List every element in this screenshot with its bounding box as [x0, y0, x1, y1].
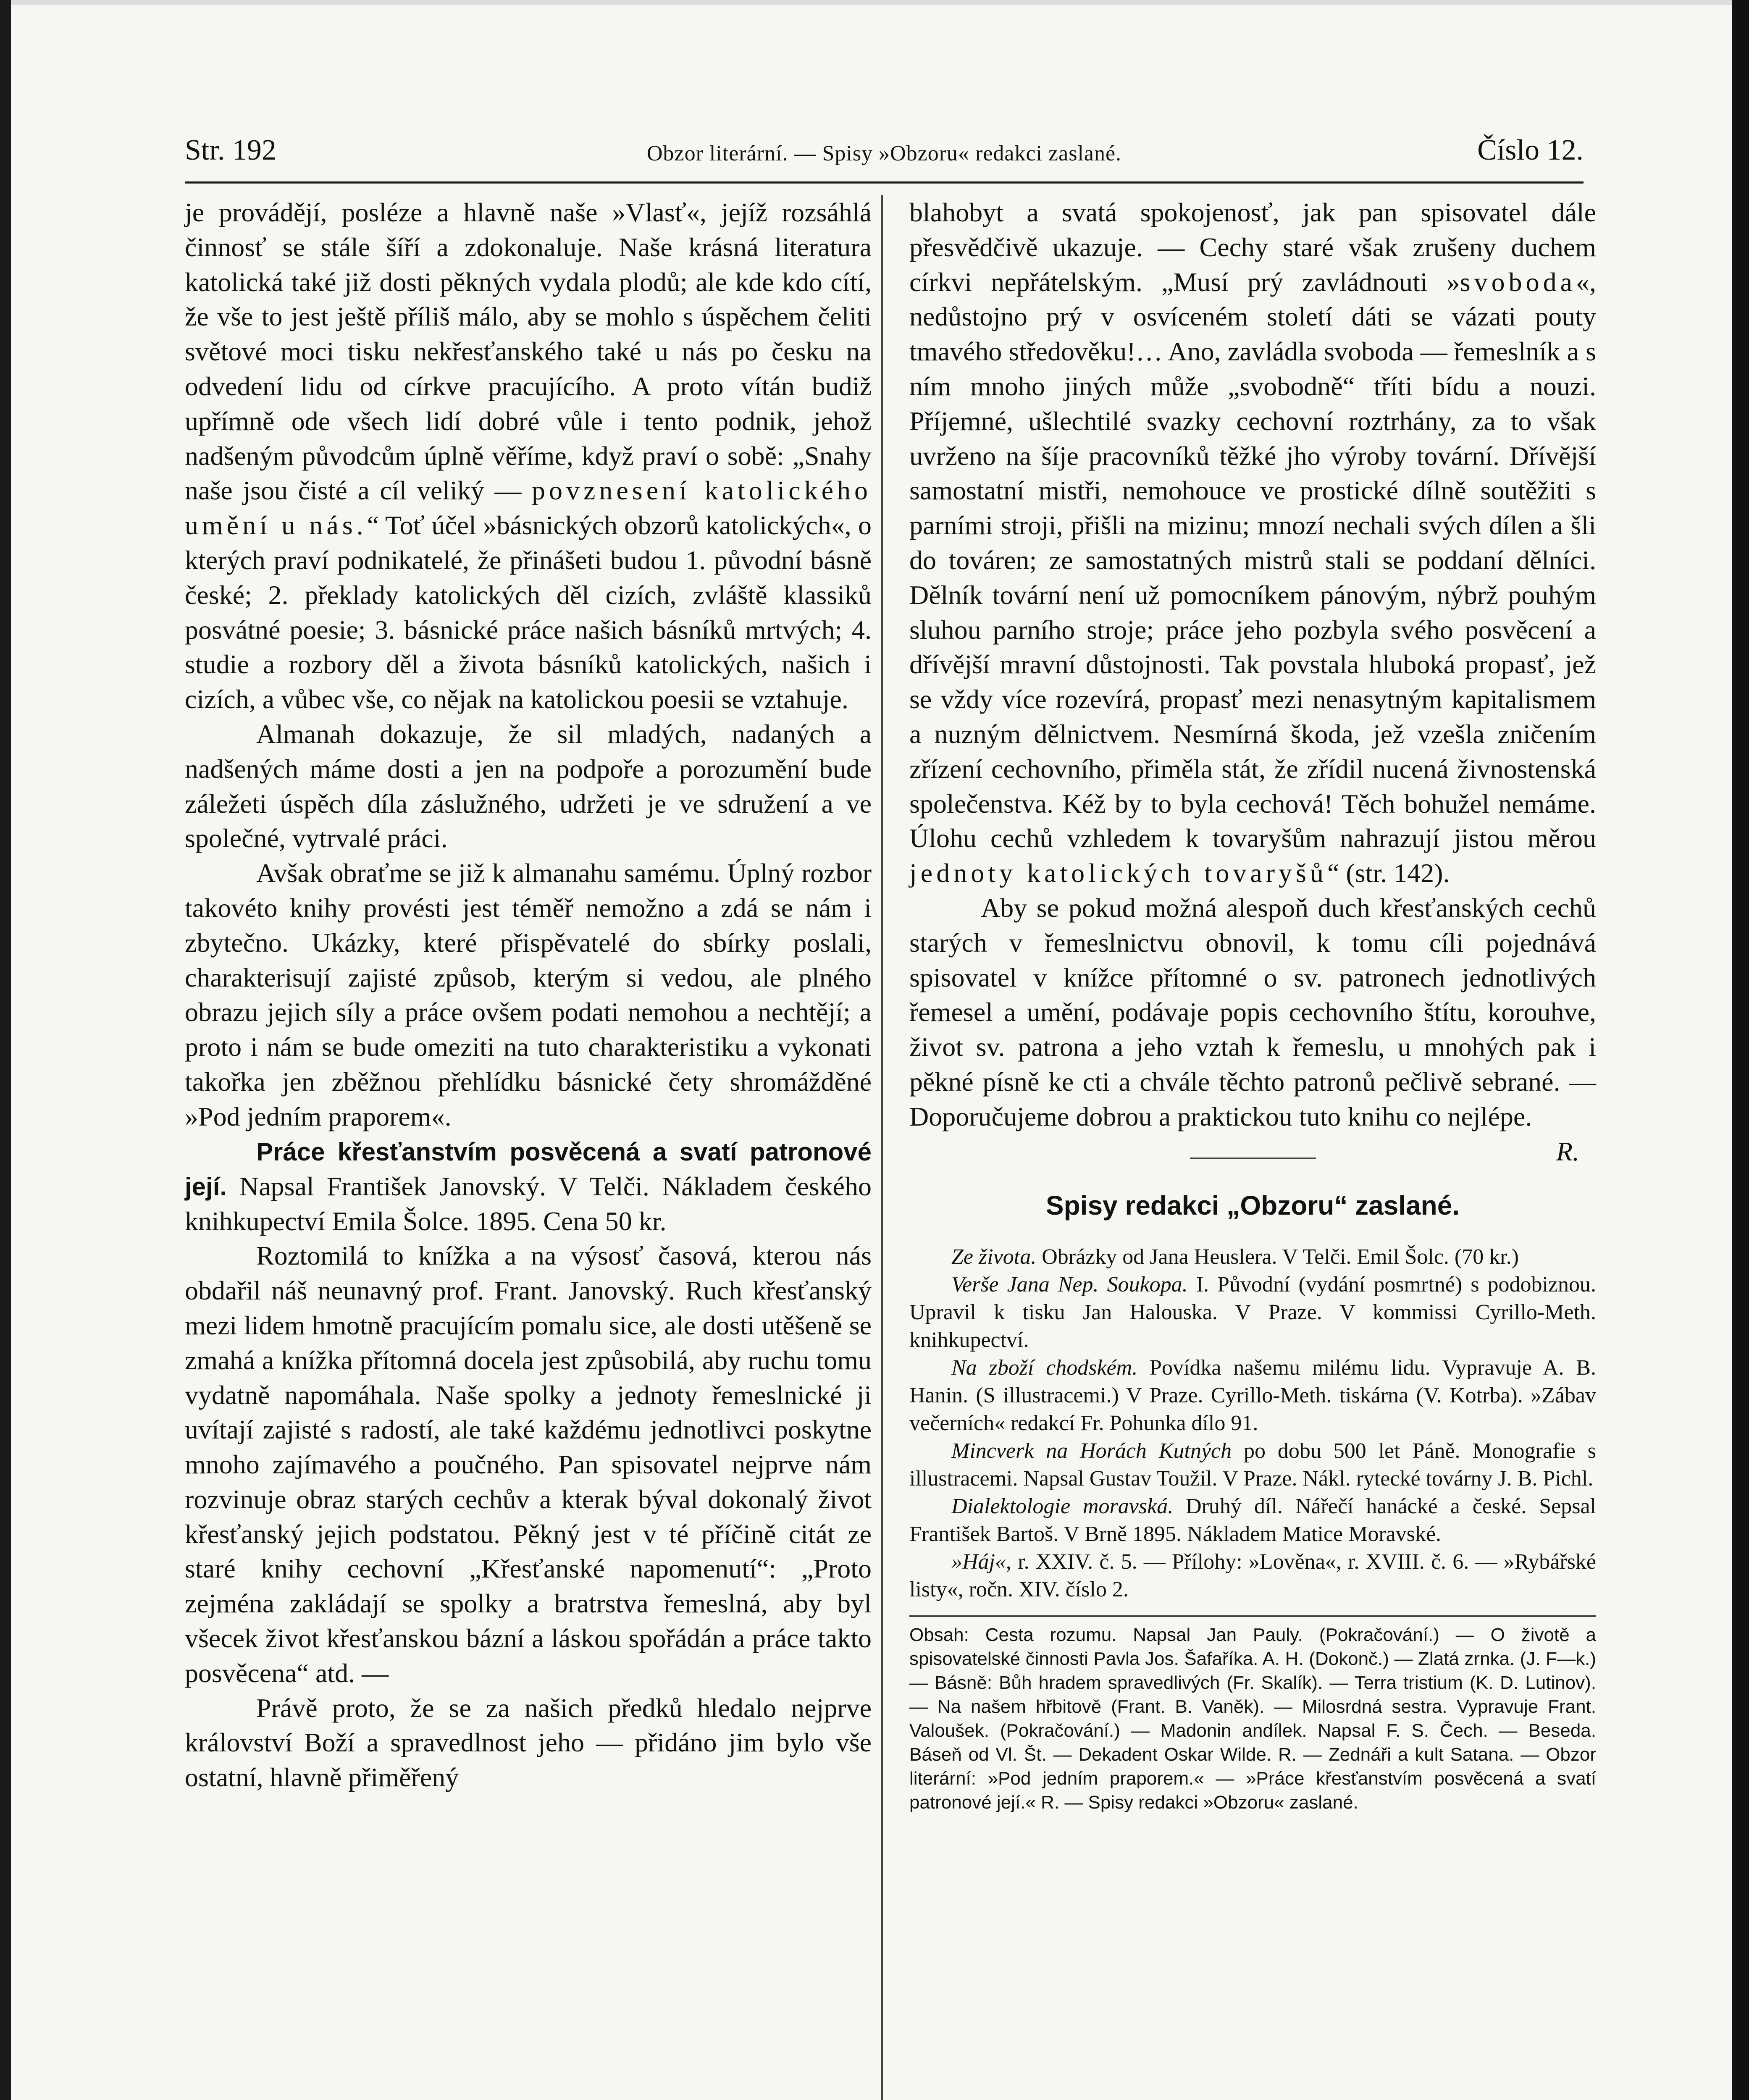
page-header — [185, 134, 1584, 184]
book-title: Verše Jana Nep. Soukopa. — [951, 1272, 1188, 1297]
paragraph-text: “ (str. 142). — [1327, 858, 1450, 888]
book-title: Mincverk na Horách Kutných — [951, 1438, 1232, 1463]
running-title: Obzor literární. — Spisy »Obzoru« redakci zaslané. — [646, 142, 1122, 165]
list-item — [909, 1271, 1596, 1354]
book-details: Obrázky od Jana Heuslera. V Telči. Emil Šolc. (70 kr.) — [1036, 1244, 1519, 1269]
list-item — [909, 1243, 1596, 1271]
book-details: , r. XXIV. č. 5. — Přílohy: »Lověna«, r. XVIII. č. 6. — »Rybářské listy«, ročn. XIV. číslo 2. — [909, 1549, 1596, 1601]
contents-rule — [909, 1615, 1596, 1617]
paragraph-text: «, nedůstojno prý v osvíceném století dáti se vázati pouty tmavého středověku!… Ano, zavládla svoboda — řemeslník a s ním mnoho jiných může „svobodně“ tříti bídu a nouzi. Příjemné, ušlechtilé svazky cechovní roztrhány, za to však uvrženo na šíje pracovníků těžké jho výroby tovární. Dřívější samostatní mistři, nemohouce ve prostické dílně soutěžiti s parními stroji, přišli na mizinu; mnozí nechali svých dílen a šli do továren; ze samostatných mistrů stali se poddaní dělníci. Dělník tovární není už pomocníkem pánovým, nýbrž pouhým sluhou parního stroje; práce jeho pozbyla svého posvěcení a dřívější mravní důstojnosti. Tak povstala hluboká propasť, jež se vždy více rozevírá, propasť mezi nenasytným kapitalismem a nuzným dělnictvem. Nesmírná škoda, jež vzešla zničením zřízení cechovního, přiměla stát, že zřídil nucená živnostenská společenstva. Kéž by to byla cechová! Těch bohužel nemáme. Úlohu cechů vzhledem k tovaryšům nahrazují jistou měrou — [909, 267, 1596, 853]
paragraph: Avšak obraťme se již k almanahu samému. Úplný rozbor takovéto knihy provésti jest téměř nemožno a zdá se nám i zbytečno. Ukázky, které přispěvatelé do sbírky poslali, charakterisují zajisté způsob, kterým si vedou, ale plného obrazu jejich síly a práce ovšem podati nemohou a nechtějí; a proto i nám se bude omeziti na tuto charakteristiku a vykonati takořka jen zběžnou přehlídku básnické čety shromážděné »Pod jedním praporem«. — [185, 858, 872, 1131]
header-rule — [185, 181, 1584, 184]
emphasized-text: svoboda — [1460, 267, 1576, 297]
book-title: Na zboží chodském. — [951, 1355, 1138, 1380]
paragraph-text: blahobyt a svatá spokojenosť, jak pan spisovatel dále přesvědčivě ukazuje. — Cechy staré však zrušeny duchem církvi nepřátelským. „Musí prý zavládnouti » — [909, 197, 1596, 297]
paragraph: Právě proto, že se za našich předků hledalo nejprve království Boží a spravedlnost jeho — přidáno jim bylo vše ostatní, hlavně přiměřený — [185, 1693, 872, 1793]
paragraph: Roztomilá to knížka a na výsosť časová, kterou nás obdařil náš neunavný prof. Frant. Janovský. Ruch křesťanský mezi lidem hmotně pracujícím pomalu sice, ale dosti utěšeně se zmahá a knížka přítomná docela jest způsobilá, aby ruchu tomu vydatně napomáhala. Naše spolky a jednoty řemeslnické ji uvítají zajisté s radostí, ale také každému jednotlivci poskytne mnoho zajímavého a poučného. Pan spisovatel nejprve nám rozvinuje obraz starých cechův a kterak býval dokonalý život křesťanský jejich podstatou. Pěkný jest v té příčině citát ze staré knihy cechovní „Křesťanské napomenutí“: „Proto zejména zakládají se spolky a bratrstva řemeslná, aby byl všecek život křesťanskou bázní a láskou spořádán a práce takto posvěcena“ atd. — — [185, 1241, 872, 1688]
emphasized-text: jednoty katolických tovaryšů — [909, 858, 1327, 888]
issue-contents: Obsah: Cesta rozumu. Napsal Jan Pauly. (Pokračování.) — O životě a spisovatelské činnosti Pavla Jos. Šafaříka. A. H. (Dokonč.) — Zlatá zrnka. (J. F—k.) — Básně: Bůh hradem spravedlivých (Fr. Skalík). — Terra tristium (K. D. Lutinov). — Na našem hřbitově (Frant. B. Vaněk). — Milosrdná sestra. Vypravuje Frant. Valoušek. (Pokračování.) — Madonin andílek. Napsal F. S. Čech. — Beseda. Báseň od Vl. Št. — Dekadent Oskar Wilde. R. — Zednáři a kult Satana. — Obzor literární: »Pod jedním praporem.« — »Práce křesťanstvím posvěcená a svatí patronové její.« R. — Spisy redakci »Obzoru« zaslané. — [909, 1624, 1596, 1813]
scan-edge-top — [0, 0, 1749, 5]
paragraph-text: je provádějí, posléze a hlavně naše »Vlasť«, jejíž rozsáhlá činnosť se stále šíří a zdokonaluje. Naše krásná literatura katolická také již dosti pěkných vydala plodů; ale kde kdo cítí, že vše to jest ještě příliš málo, aby se mohlo s úspěchem čeliti světové moci tisku nekřesťanského také u nás po česku na odvedení lidu od církve pracujícího. A proto vítán budiž upřímně ode všech lidí dobré vůle i tento podnik, jehož nadšeným původcům úplně věříme, když praví o sobě: „Snahy naše jsou čisté a cíl veliký — — [185, 197, 872, 506]
paragraph — [909, 195, 1596, 891]
book-details: I. Původní (vydání posmrtné) s podobiznou. Upravil k tisku Jan Halouska. V Praze. V kommissi Cyrillo-Meth. knihkupectví. — [909, 1272, 1596, 1352]
page-number: Str. 192 — [185, 134, 276, 166]
paragraph: Almanah dokazuje, že sil mladých, nadaných a nadšených máme dosti a jen na podpoře a porozumění bude záležeti úspěch díla záslužného, udržeti je ve sdružení a ve společné, vytrvalé práci. — [185, 719, 872, 853]
book-details: Povídka našemu milému lidu. Vypravuje A. B. Hanin. (S illustracemi.) V Praze. Cyrillo-Meth. tiskárna (V. Kotrba). »Zábav večerních« redakcí Fr. Pohunka dílo 91. — [909, 1355, 1596, 1435]
book-details: Druhý díl. Nářečí hanácké a české. Sepsal František Bartoš. V Brně 1895. Nákladem Matice Moravské. — [909, 1494, 1596, 1546]
paragraph-text: “ Toť účel »básnických obzorů katolických«, o kterých praví podnikatelé, že přinášeti budou 1. původní básně české; 2. překlady katolických děl cizích, zvláště klassiků posvátné poesie; 3. básnické práce našich básníků mrtvých; 4. studie a rozbory děl a života básníků katolických, našich i cizích, a vůbec vše, co nějak na katolickou poesii se vztahuje. — [185, 510, 872, 714]
list-item — [909, 1548, 1596, 1604]
book-title: »Háj« — [951, 1549, 1006, 1574]
emphasized-text: povznesení katolického umění u nás. — [185, 475, 872, 541]
right-column — [909, 195, 1596, 1814]
book-title: Ze života. — [951, 1244, 1037, 1269]
article-heading — [185, 1134, 872, 1239]
list-item — [909, 1437, 1596, 1493]
article-info: Napsal František Janovský. V Telči. Nákladem českého knihkupectví Emila Šolce. 1895. Cena 50 kr. — [185, 1171, 872, 1236]
scan-edge-right — [1732, 0, 1749, 2100]
book-details: po dobu 500 let Páně. Monografie s illustracemi. Napsal Gustav Toužil. V Praze. Nákl. rytecké továrny J. B. Pichl. — [909, 1438, 1596, 1491]
paragraph-text: Aby se pokud možná alespoň duch křesťanských cechů starých v řemeslnictvu obnovil, k tomu cíli pojednává spisovatel v knížce přítomné o sv. patronech jednotlivých řemesel a umění, podávaje popis cechovního štítu, korouhve, život sv. patrona a jeho vztah k řemeslu, u mnohých pak i pěkné písně ke cti a chvále těchto patronů pečlivě sebrané. — Doporučujeme dobrou a praktickou tuto knihu co nejlépe. — [909, 892, 1596, 1131]
list-item — [909, 1493, 1596, 1548]
issue-number: Číslo 12. — [1477, 134, 1584, 166]
paragraph — [909, 891, 1596, 1166]
column-divider — [881, 195, 883, 2100]
left-column — [185, 195, 872, 1795]
book-title: Dialektologie moravská. — [951, 1494, 1174, 1518]
list-item — [909, 1354, 1596, 1437]
section-separator — [1190, 1158, 1316, 1159]
received-books-list — [909, 1243, 1596, 1604]
paragraph — [185, 195, 872, 717]
article-title: Práce křesťanstvím posvěcená a svatí patronové její. — [185, 1137, 872, 1201]
section-title: Spisy redakci „Obzoru“ zaslané. — [1045, 1190, 1460, 1221]
signature: R. — [1556, 1136, 1579, 1166]
scan-edge-left — [0, 0, 11, 2100]
